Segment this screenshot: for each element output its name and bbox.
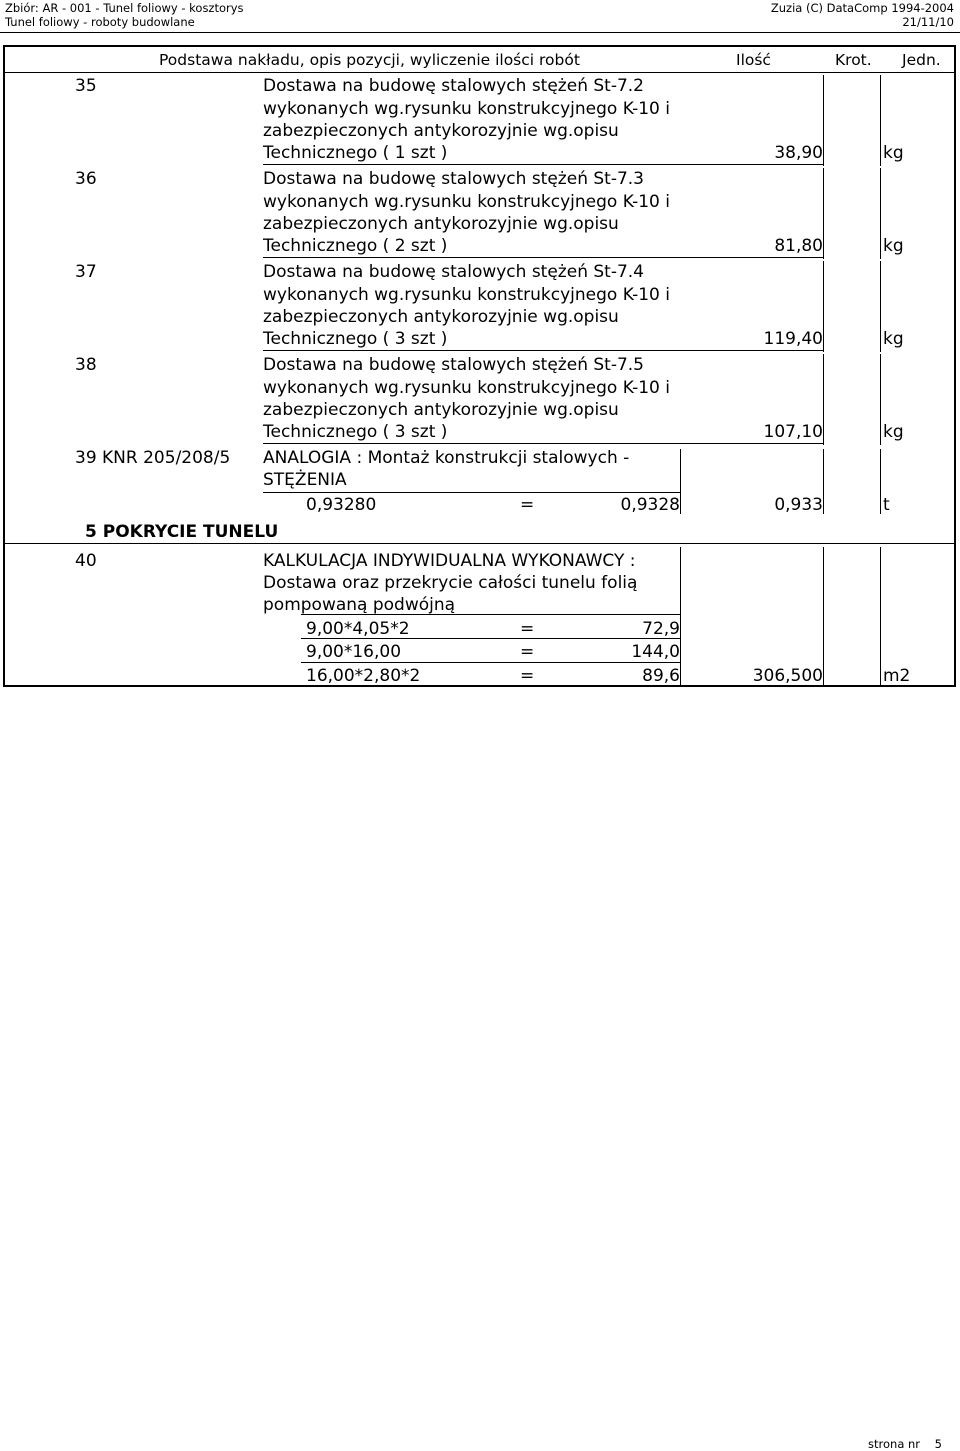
header-separator — [5, 72, 954, 73]
item-unit: m2 — [883, 666, 911, 686]
item-number: 38 — [75, 355, 97, 375]
column-header-unit: Jedn. — [902, 51, 941, 69]
item-description-line: wykonanych wg.rysunku konstrukcyjnego K-10 i — [263, 99, 670, 119]
item-description-line: Technicznego ( 3 szt ) — [263, 422, 448, 442]
column-header-multiplier: Krot. — [835, 51, 872, 69]
item-number: 37 — [75, 262, 97, 282]
item-quantity: 81,80 — [774, 236, 823, 256]
section-separator — [5, 543, 954, 544]
item-description-line: Technicznego ( 3 szt ) — [263, 329, 448, 349]
document-subtitle: Tunel foliowy - roboty budowlane — [5, 15, 195, 29]
calc-expression: 9,00*4,05*2 — [306, 619, 410, 639]
item-number: 35 — [75, 76, 97, 96]
quantity-underline — [263, 164, 823, 165]
column-divider — [823, 75, 824, 166]
calc-expression: 16,00*2,80*2 — [306, 666, 421, 686]
calc-underline — [263, 492, 680, 493]
column-divider — [880, 449, 881, 514]
item-description-line: zabezpieczonych antykorozyjnie wg.opisu — [263, 400, 619, 420]
item-unit: kg — [883, 143, 904, 163]
column-divider — [880, 261, 881, 352]
column-divider — [680, 449, 681, 514]
calc-value: 72,9 — [642, 619, 680, 639]
column-divider — [880, 168, 881, 259]
cost-estimate-table — [3, 45, 956, 687]
calc-equals: = — [520, 666, 535, 686]
item-quantity: 0,933 — [774, 495, 823, 515]
calc-equals: = — [520, 642, 535, 662]
item-number-basis: 39 KNR 205/208/5 — [75, 448, 231, 468]
page-number-value: 5 — [934, 1437, 942, 1451]
document-title: Zbiór: AR - 001 - Tunel foliowy - kosztorys — [5, 1, 244, 15]
column-divider — [823, 547, 824, 687]
item-quantity: 38,90 — [774, 143, 823, 163]
quantity-underline — [263, 257, 823, 258]
item-description-line: zabezpieczonych antykorozyjnie wg.opisu — [263, 121, 619, 141]
item-unit: kg — [883, 236, 904, 256]
item-description-line: Dostawa na budowę stalowych stężeń St-7.5 — [263, 355, 644, 375]
item-description-line: Dostawa oraz przekrycie całości tunelu folią — [263, 573, 638, 593]
item-description-line: Dostawa na budowę stalowych stężeń St-7.3 — [263, 169, 644, 189]
item-description-line: Dostawa na budowę stalowych stężeń St-7.2 — [263, 76, 644, 96]
item-description-line: wykonanych wg.rysunku konstrukcyjnego K-10 i — [263, 285, 670, 305]
calc-value: 144,0 — [631, 642, 680, 662]
section-heading: 5 POKRYCIE TUNELU — [85, 522, 279, 542]
item-description-line: zabezpieczonych antykorozyjnie wg.opisu — [263, 307, 619, 327]
calc-value: 89,6 — [642, 666, 680, 686]
calc-expression: 9,00*16,00 — [306, 642, 402, 662]
page-number-label: strona nr — [868, 1437, 921, 1451]
item-unit: kg — [883, 422, 904, 442]
quantity-underline — [263, 350, 823, 351]
item-description-line: KALKULACJA INDYWIDUALNA WYKONAWCY : — [263, 551, 636, 571]
item-number: 36 — [75, 169, 97, 189]
item-description-line: Technicznego ( 1 szt ) — [263, 143, 448, 163]
header-rule — [0, 32, 960, 33]
page-number — [868, 1437, 942, 1451]
column-divider — [823, 261, 824, 352]
item-description-line: ANALOGIA : Montaż konstrukcji stalowych - — [263, 448, 630, 468]
column-divider — [823, 354, 824, 445]
item-description-line: STĘŻENIA — [263, 470, 347, 490]
item-description-line: wykonanych wg.rysunku konstrukcyjnego K-10 i — [263, 192, 670, 212]
item-description-line: Technicznego ( 2 szt ) — [263, 236, 448, 256]
item-quantity: 107,10 — [763, 422, 823, 442]
software-credit: Zuzia (C) DataComp 1994-2004 — [770, 1, 954, 15]
quantity-underline — [263, 443, 823, 444]
column-header-quantity: Ilość — [736, 51, 771, 69]
calc-expression: 0,93280 — [306, 495, 377, 515]
item-description-line: pompowaną podwójną — [263, 595, 456, 615]
column-divider — [823, 168, 824, 259]
column-divider — [880, 75, 881, 166]
column-divider — [880, 547, 881, 687]
column-divider — [680, 547, 681, 687]
item-unit: kg — [883, 329, 904, 349]
item-number: 40 — [75, 551, 97, 571]
item-description-line: Dostawa na budowę stalowych stężeń St-7.4 — [263, 262, 644, 282]
item-description-line: wykonanych wg.rysunku konstrukcyjnego K-10 i — [263, 378, 670, 398]
column-header-description: Podstawa nakładu, opis pozycji, wyliczenie ilości robót — [159, 51, 580, 69]
item-quantity: 119,40 — [763, 329, 823, 349]
column-divider — [880, 354, 881, 445]
item-quantity: 306,500 — [752, 666, 823, 686]
item-description-line: zabezpieczonych antykorozyjnie wg.opisu — [263, 214, 619, 234]
column-divider — [823, 449, 824, 514]
calc-equals: = — [520, 495, 535, 515]
document-date: 21/11/10 — [902, 15, 954, 29]
calc-equals: = — [520, 619, 535, 639]
item-unit: t — [883, 495, 890, 515]
calc-value: 0,9328 — [620, 495, 680, 515]
